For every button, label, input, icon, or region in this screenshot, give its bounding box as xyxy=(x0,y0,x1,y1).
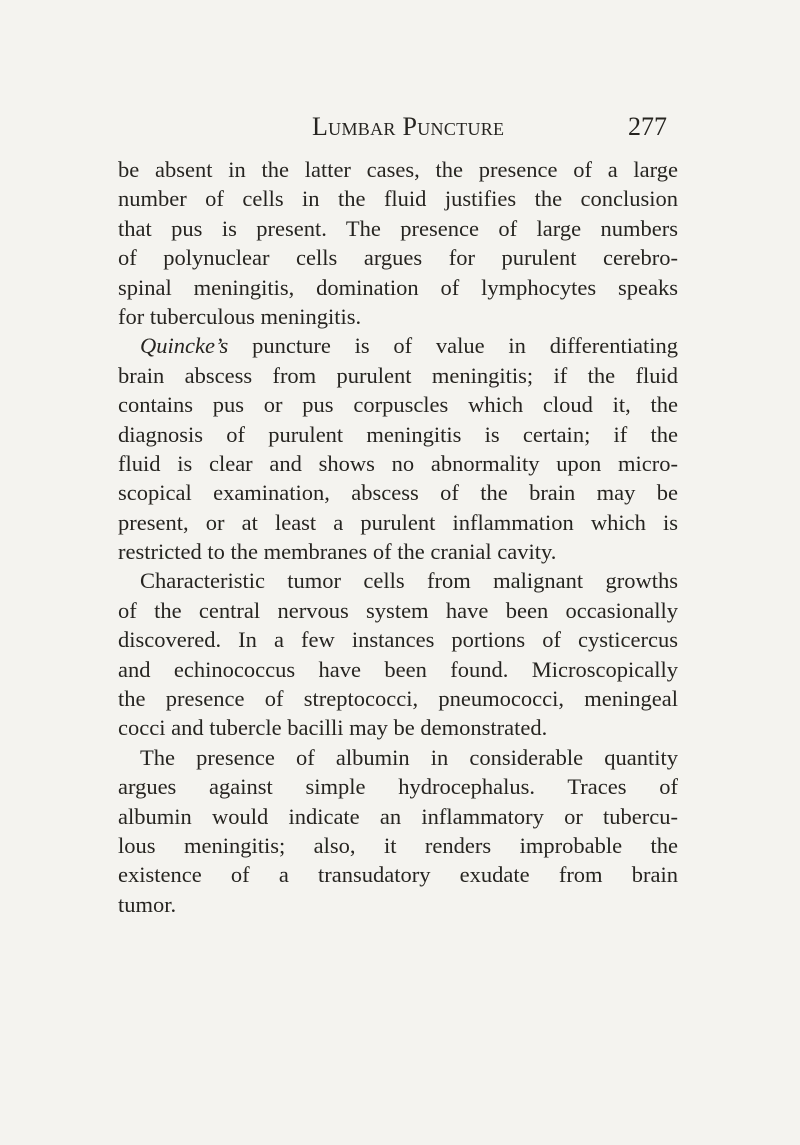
text-line: tumor. xyxy=(118,891,177,917)
text-line: albumin would indicate an inflammatory or tubercu- xyxy=(118,803,678,829)
text-line: present, or at least a purulent inflammation which is xyxy=(118,509,678,535)
text-line: of the central nervous system have been occasionally xyxy=(118,597,678,623)
text-line: number of cells in the fluid justifies the conclusion xyxy=(118,186,678,212)
text-line: fluid is clear and shows no abnormality upon micro- xyxy=(118,450,678,476)
text-line: restricted to the membranes of the cranial cavity. xyxy=(118,539,557,565)
running-head-title: Lumbar Puncture xyxy=(312,112,505,141)
body-text xyxy=(118,155,678,919)
text-line: lous meningitis; also, it renders improbable the xyxy=(118,832,678,858)
italic-name: Quincke’s xyxy=(140,333,229,359)
page-number: 277 xyxy=(628,112,667,141)
text-line: the presence of streptococci, pneumococci, meningeal xyxy=(118,686,678,712)
text-line: diagnosis of purulent meningitis is certain; if the xyxy=(118,421,678,447)
text-line: and echinococcus have been found. Microscopically xyxy=(118,656,678,682)
text-line: spinal meningitis, domination of lymphocytes speaks xyxy=(118,274,678,300)
text-line: argues against simple hydrocephalus. Traces of xyxy=(118,774,678,800)
text-line: cocci and tubercle bacilli may be demonstrated. xyxy=(118,715,548,741)
text-line: scopical examination, abscess of the brain may be xyxy=(118,480,678,506)
text-line: contains pus or pus corpuscles which cloud it, the xyxy=(118,392,678,418)
text-line: discovered. In a few instances portions of cysticercus xyxy=(118,627,678,653)
text-line: for tuberculous meningitis. xyxy=(118,303,362,329)
text-line: brain abscess from purulent meningitis; if the fluid xyxy=(118,362,678,388)
first-line-rest: puncture is of value in differentiating xyxy=(228,333,678,359)
running-header xyxy=(0,112,800,152)
text-line: of polynuclear cells argues for purulent cerebro- xyxy=(118,245,678,271)
text-line: be absent in the latter cases, the presence of a large xyxy=(118,157,678,182)
text-line: that pus is present. The presence of large numbers xyxy=(118,215,678,241)
text-line: Characteristic tumor cells from malignant growths xyxy=(140,568,678,594)
text-line: The presence of albumin in considerable quantity xyxy=(140,744,678,770)
paragraph-first-line xyxy=(118,331,678,360)
text-line: existence of a transudatory exudate from brain xyxy=(118,862,678,888)
